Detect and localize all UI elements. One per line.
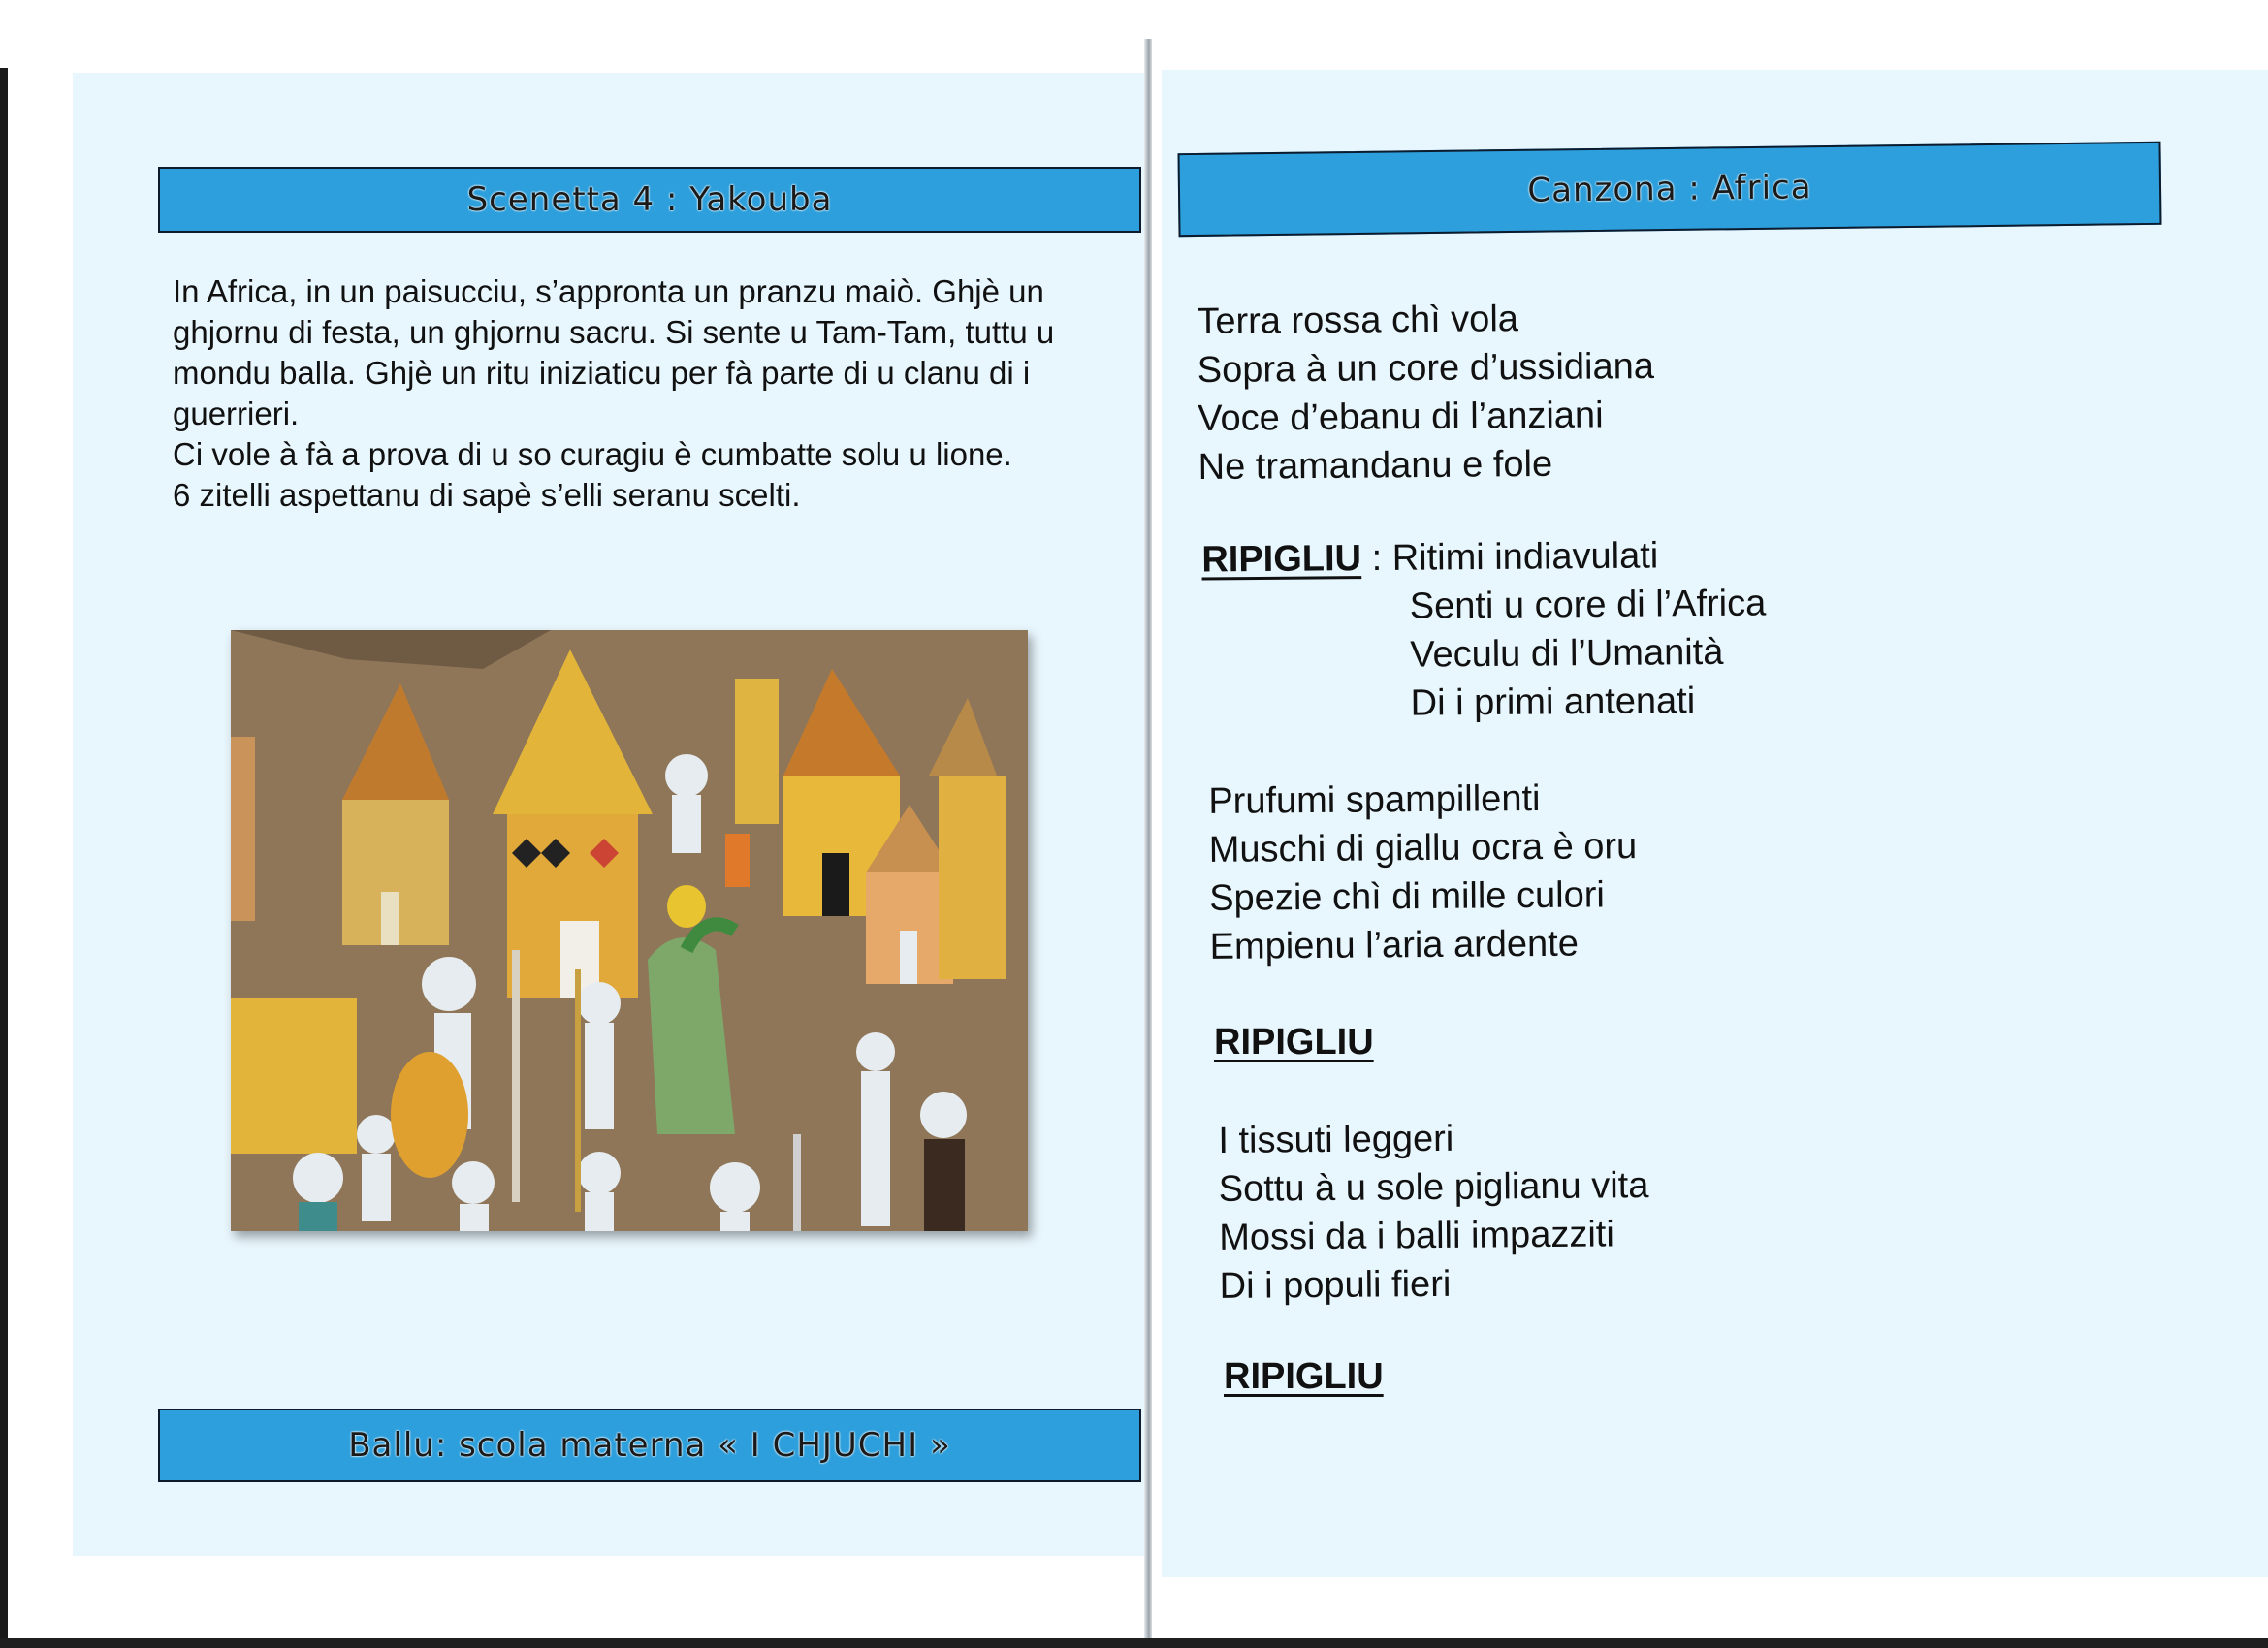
song-line: Senti u core di l’Africa	[1409, 583, 1767, 627]
song-line: Spezie chì di mille culori	[1209, 874, 1606, 919]
song-line: Muschi di giallu ocra è oru	[1208, 826, 1638, 871]
page-fold	[1144, 39, 1152, 1638]
song-line: Voce d’ebanu di l’anziani	[1198, 395, 1604, 440]
ballu-title: Ballu: scola materna « I CHJUCHI »	[348, 1426, 951, 1465]
canzona-title: Canzona : Africa	[1527, 168, 1812, 210]
song-line: Di i populi fieri	[1219, 1263, 1452, 1307]
song-line: Terra rossa chì vola	[1197, 299, 1519, 343]
story-paragraph: 6 zitelli aspettanu di sapè s’elli seranu scelti.	[173, 477, 801, 513]
song-line: Veculu di l’Umanità	[1410, 631, 1724, 676]
village-illustration	[231, 630, 1028, 1231]
scenetta-banner	[158, 167, 1141, 233]
song-stanza-2	[1208, 774, 1638, 971]
refrain-separator: :	[1360, 537, 1392, 580]
refrain-label: RIPIGLIU	[1201, 538, 1362, 581]
canzona-banner	[1178, 142, 2162, 237]
song-line: Ritimi indiavulati	[1391, 535, 1659, 579]
refrain-label: RIPIGLIU	[1214, 1022, 1374, 1062]
song-line: Ne tramandanu e fole	[1198, 443, 1553, 489]
song-line: Prufumi spampillenti	[1208, 777, 1541, 822]
story-text	[173, 271, 1142, 516]
song-line: Mossi da i balli impazziti	[1219, 1214, 1614, 1258]
song-refrain-repeat	[1224, 1352, 1384, 1401]
story-paragraph: Ci vole à fà a prova di u so curagiu è cumbatte solu u lione.	[173, 436, 1012, 472]
scenetta-title: Scenetta 4 : Yakouba	[466, 180, 833, 219]
song-line: I tissuti leggeri	[1218, 1118, 1454, 1161]
song-line: Sottu à u sole piglianu vita	[1218, 1165, 1649, 1210]
song-stanza-1	[1197, 294, 1655, 491]
story-paragraph: In Africa, in un paisucciu, s’appronta un pranzu maiò. Ghjè un ghjornu di festa, un ghjornu sacru. Si sente u Tam-Tam, tuttu u mondu balla. Ghjè un ritu iniziaticu per fà parte di u clanu di i guerrieri.	[173, 273, 1055, 431]
scan-edge-bottom	[0, 1638, 2268, 1648]
village-collage-image	[231, 630, 1028, 1231]
song-stanza-3	[1218, 1113, 1649, 1311]
refrain-label: RIPIGLIU	[1224, 1356, 1384, 1397]
song-line: Sopra à un core d’ussidiana	[1197, 345, 1655, 392]
song-line: Di i primi antenati	[1410, 681, 1696, 724]
scan-edge-left	[0, 68, 8, 1648]
song-refrain	[1201, 530, 1767, 729]
song-refrain-repeat	[1214, 1018, 1374, 1066]
ballu-banner	[158, 1409, 1141, 1482]
song-line: Empienu l’aria ardente	[1209, 923, 1580, 967]
